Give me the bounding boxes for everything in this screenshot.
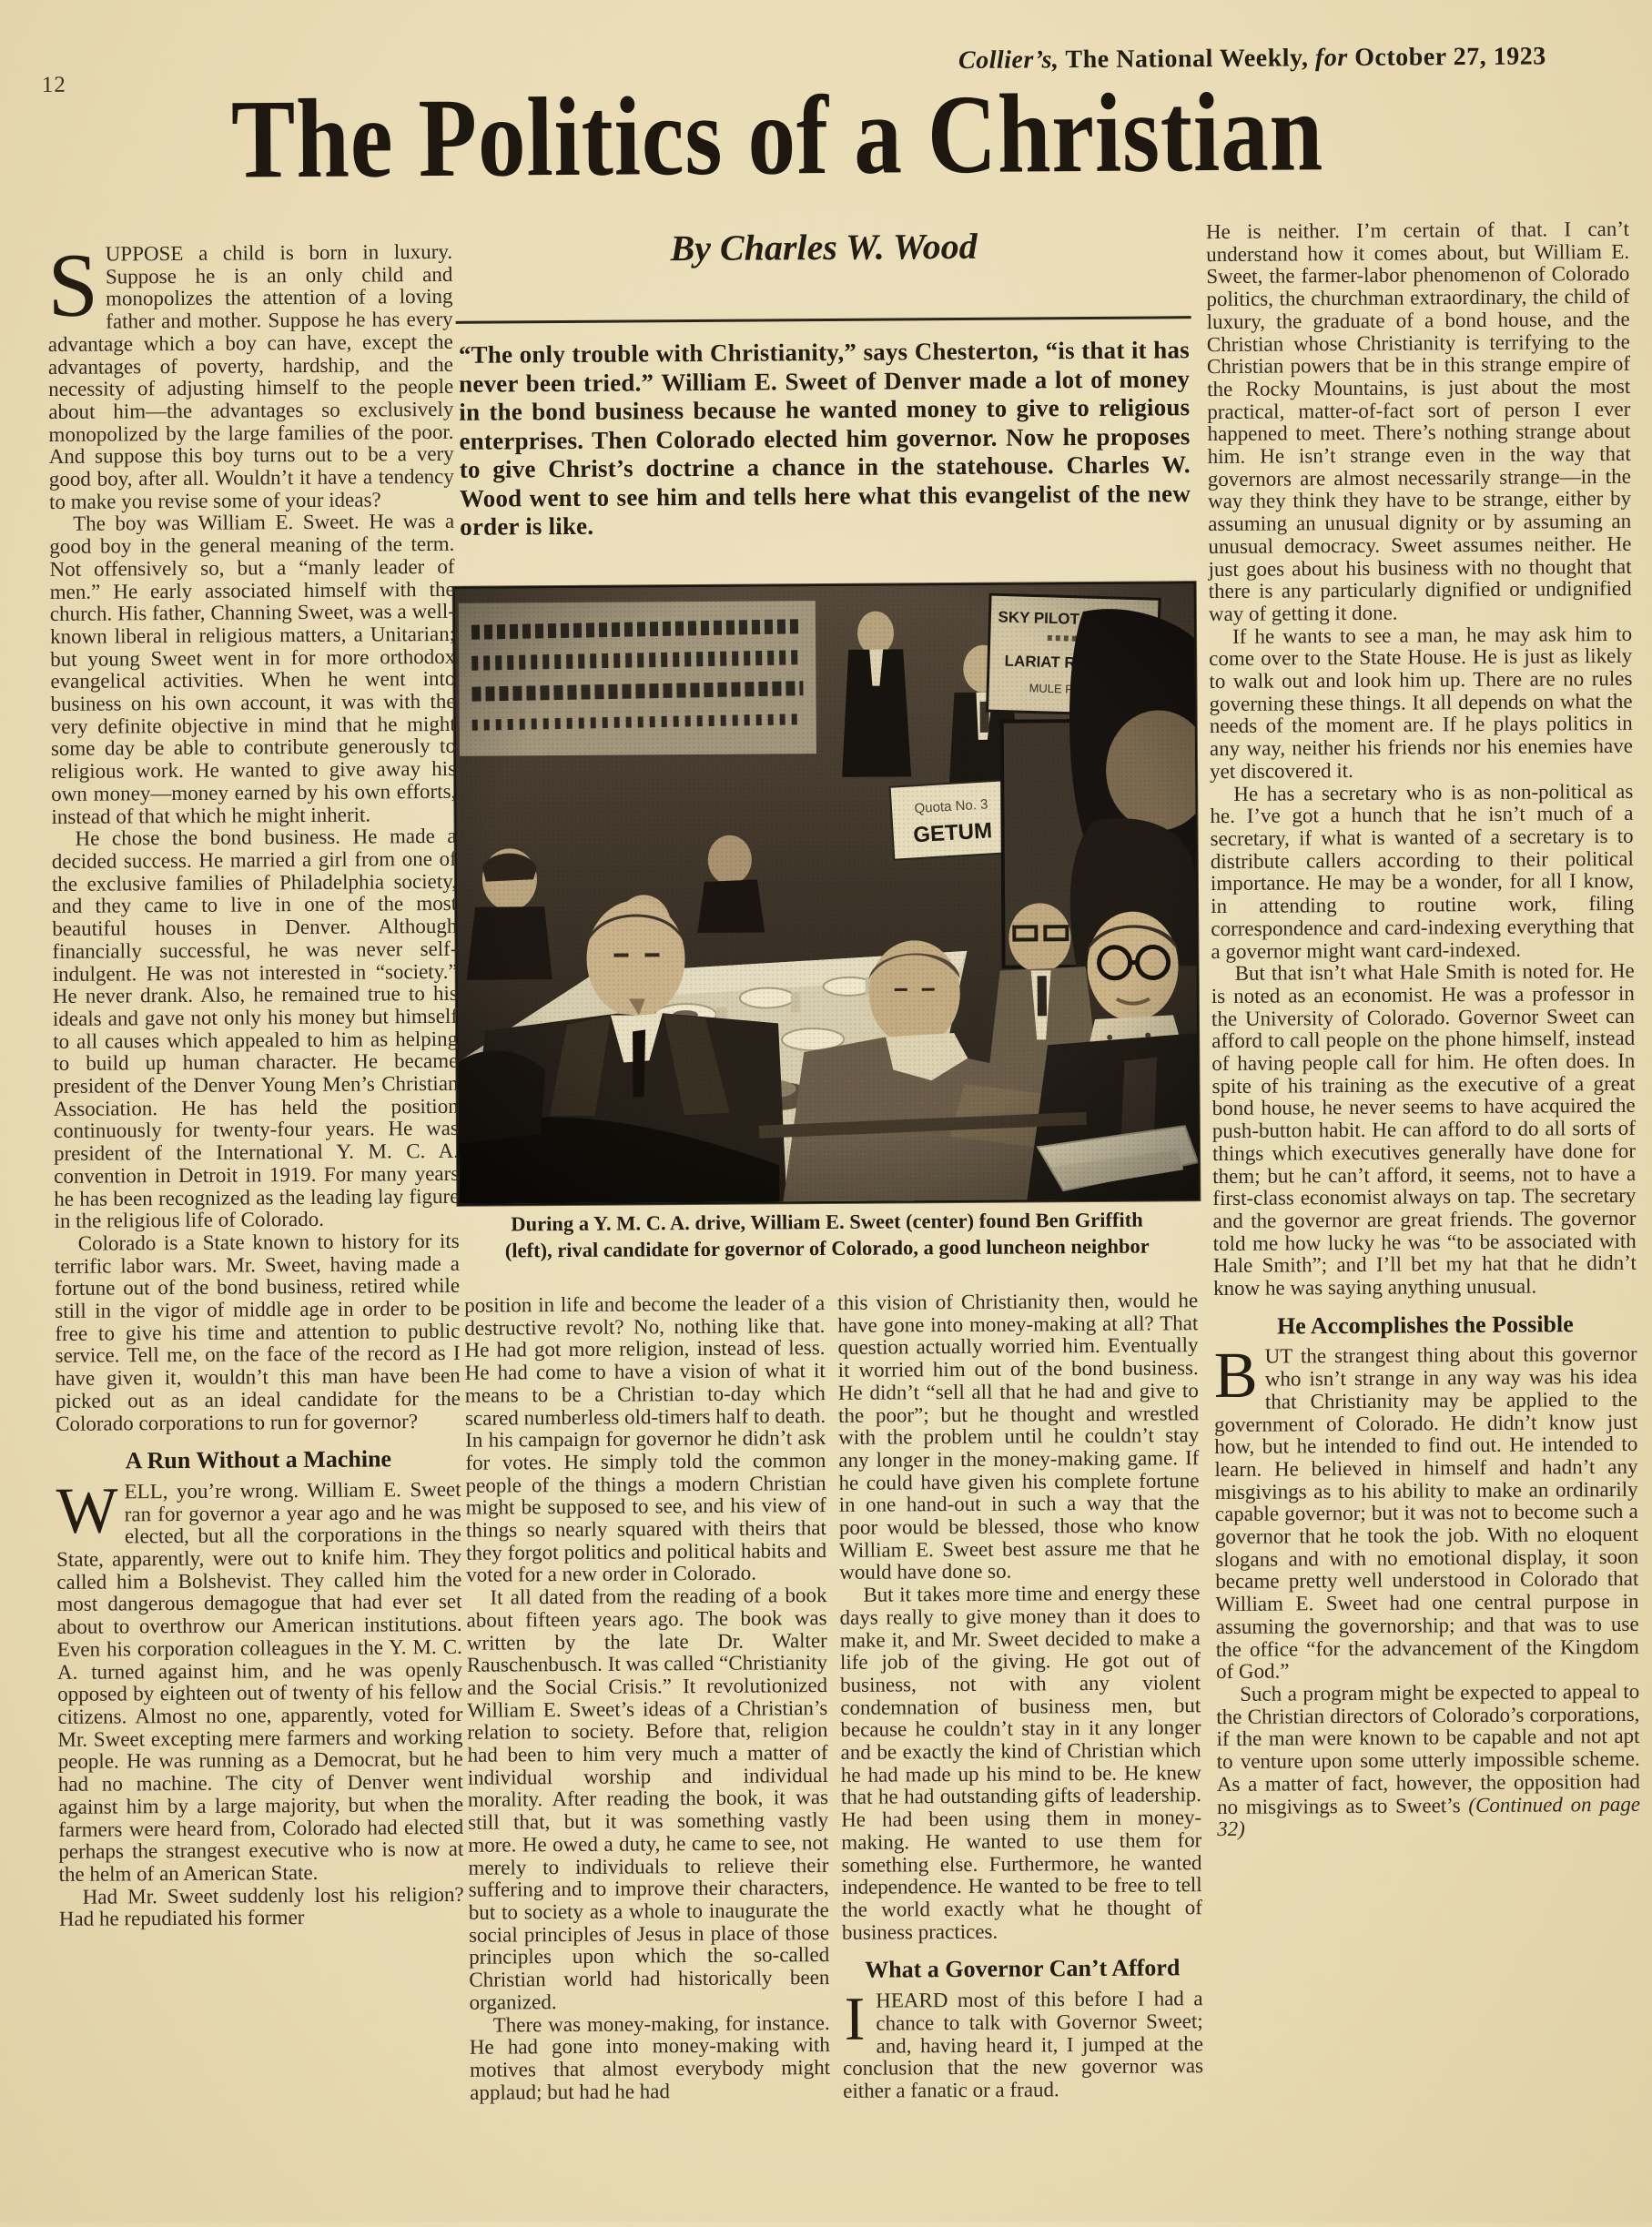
paragraph: He is neither. I’m certain of that. I can’t understand how it comes about, but William E. Sweet, the farmer-labor phenomenon of Colorado politics, the churchman extraordinary, the child of luxury, the graduate of a bond house, and the Christian whose Christianity is terrifying to the Christian powers that be in this strange empire of the Rocky Mountains, is just about the most practical, matter-of-fact sort of person I ever happened to meet. There’s nothing strange about him. He isn’t strange even in the way that governors are almost necessarily strange—in the way they think they have to be strange, either by assuming an unusual dignity or by assuming an unusual democracy. Sweet assumes neither. He just goes about his business with no thought that there is any particularly dignified or undignified way of getting it done. (1206, 218, 1632, 626)
drop-cap: W (56, 1481, 125, 1537)
section-heading: A Run Without a Machine (56, 1448, 461, 1473)
paragraph: this vision of Christianity then, would he have gone into money-making at all? That question actually worried him. Eventually it worried him out of the bond business. He didn’t “sell all that he had and give to the poor”; but he thought and wrestled with the problem until he couldn’t stay any longer in the money-making game. If he could have given his complete fortune in one hand-out in such a way that the poor would be blessed, those who know William E. Sweet best assure me that he would have done so. (837, 1290, 1200, 1584)
column-middle-left (464, 1292, 830, 2104)
paragraph: Such a program might be expected to appeal to the Christian directors of Colorado’s corporations, if the man were known to be capable and not apt to venture upon some utterly impossible scheme. As a matter of fact, however, the opposition had no misgivings as to Sweet’s (Continued on page 32) (1216, 1681, 1640, 1841)
drop-cap: S (47, 244, 106, 321)
article-title-wrap (67, 72, 1488, 200)
paragraph: BUT the strangest thing about this governor who isn’t strange in any way was his idea that Christianity may be applied to the government of Colorado. He didn’t know just how, but he intended to find out. He intended to learn. He believed in himself and hadn’t any misgivings as to his ability to make an ordinarily capable governor; but it was not to become such a governor that he took the job. With no eloquent slogans and with no emotional display, it soon became pretty well understood in Colorado that William E. Sweet had one central purpose in assuming the governorship; and that was to use the office “for the advancement of the Kingdom of God.” (1214, 1343, 1640, 1684)
drop-cap: I (842, 1990, 876, 2044)
column-left (47, 241, 464, 1931)
paragraph: IHEARD most of this before I had a chance to talk with Governor Sweet; and, having heard it, I jumped at the conclusion that the new governor was either a fanatic or a fraud. (842, 1988, 1203, 2102)
paragraph: Colorado is a State known to history for its terrific labor wars. Mr. Sweet, having made a fortune out of the bond business, retired while still in the vigor of middle age in order to be free to give his time and attention to public service. Tell me, on the face of the record as I have given it, wouldn’t this man have been picked out as an ideal candidate for the Colorado corporations to run for governor? (55, 1230, 461, 1435)
luncheon-photograph (453, 582, 1201, 1206)
masthead-date: October 27, 1923 (1348, 42, 1546, 72)
paragraph: WELL, you’re wrong. William E. Sweet ran for governor a year ago and he was elected, but all the corporations in the State, apparently, were out to knife him. They called him a Bolshevist. They called him the most dangerous demagogue that had ever set about to overthrow our American institutions. Even his corporation colleagues in the Y. M. C. A. turned against him, and he was openly opposed by eighteen out of twenty of his fellow citizens. Almost no one, apparently, voted for Mr. Sweet excepting mere farmers and working people. He was running as a Democrat, but he had no machine. The city of Denver went against him by a large majority, but when the farmers were heard from, Colorado had elected perhaps the strangest executive who is now at the helm of an American State. (56, 1479, 464, 1887)
photo-caption-line2: (left), rival candidate for governor of Colorado, a good luncheon neighbor (458, 1232, 1197, 1264)
rule-under-byline (456, 316, 1191, 324)
paragraph: He chose the bond business. He made a decided success. He married a girl from one of the exclusive families of Philadelphia society, and they came to live in one of the most beautiful houses in Denver. Although financially successful, he was never self-indulgent. He was not interested in “society.” He never drank. Also, he remained true to his ideals and gave not only his money but himself to all causes which appealed to him as helping to build up human character. He became president of the Denver Young Men’s Christian Association. He has held the position continuously for twenty-four years. He was president of the International Y. M. C. A. convention in Detroit in 1919. For many years he has been recognized as the leading lay figure in the religious life of Colorado. (52, 825, 460, 1233)
photo-caption (457, 1206, 1196, 1264)
section-heading: He Accomplishes the Possible (1213, 1313, 1637, 1339)
paragraph: If he wants to see a man, he may ask him to come over to the State House. He is just as likely to walk out and look him up. There are no rules governing these things. It all depends on what the needs of the moment are. If he plays politics in any way, neither his friends nor his enemies have yet discovered it. (1209, 623, 1633, 783)
page-number: 12 (42, 73, 66, 98)
paragraph: He has a secretary who is as non-political as he. I’ve got a hunch that he isn’t much of a secretary, if what is wanted of a secretary is to distribute callers according to their political importance. He may be a wonder, for all I know, in attending to routine work, filing correspondence and card-indexing everything that a governor might want card-indexed. (1210, 780, 1634, 963)
luncheon-photo-art (455, 583, 1199, 1204)
paragraph: The boy was William E. Sweet. He was a good boy in the general meaning of the term. Not offensively so, but a “manly leader of men.” He early associated himself with the church. His father, Channing Sweet, was a well-known liberal in religious matters, a Unitarian; but young Sweet went in for more orthodox evangelical activities. When he went into business on his own account, it was with the very definite objective in mind that he might some day be able to contribute generously to religious work. He wanted to give away his own money—money earned by his own efforts, instead of that which he might inherit. (49, 511, 456, 828)
column-right (1206, 218, 1640, 1841)
column-middle-right (837, 1290, 1203, 2102)
article-title: The Politics of a Christian (231, 73, 1324, 199)
masthead-middle: The National Weekly, (1059, 44, 1315, 74)
pull-quote: “The only trouble with Christianity,” says Chesterton, “is that it has never been tried.” William E. Sweet of Denver made a lot of money in the bond business because he wanted money to give to religious enterprises. Then Colorado elected him governor. Now he proposes to give Christ’s doctrine a chance in the statehouse. Charles W. Wood went to see him and tells here what this evangelist of the new order is like. (459, 336, 1191, 542)
paragraph: There was money-making, for instance. He had gone into money-making with motives that almost everybody might applaud; but had he had (470, 2012, 831, 2105)
paragraph: But that isn’t what Hale Smith is noted for. He is noted as an economist. He was a professor in the University of Colorado. Governor Sweet can afford to call people on the phone himself, instead of having people call for him. He often does. In spite of his training as the executive of a great bond house, he never seems to have acquired the push-button habit. He can afford to do all sorts of things which executives generally have done for them; but he can’t afford, it seems, not to have a first-class economist always on tap. The secretary and the governor are great friends. The governor told me how lucky he was “to be associated with Hale Smith”; and I’ll bet my hat that he didn’t know he was saying anything unusual. (1211, 960, 1637, 1301)
paragraph: SUPPOSE a child is born in luxury. Suppose he is an only child and monopolizes the attention of a loving father and mother. Suppose he has every advantage which a boy can have, except the advantages of poverty, hardship, and the necessity of adjusting himself to the people about him—the advantages so exclusively monopolized by the large families of the poor. And suppose this boy turns out to be a very good boy, after all. Wouldn’t it have a tendency to make you revise some of your ideas? (47, 241, 454, 514)
paragraph: Had Mr. Sweet suddenly lost his religion? Had he repudiated his former (59, 1883, 464, 1931)
photo-caption-line1: During a Y. M. C. A. drive, William E. Sweet (center) found Ben Griffith (457, 1206, 1196, 1238)
drop-cap: B (1214, 1346, 1265, 1402)
section-heading: What a Governor Can’t Afford (842, 1958, 1202, 1982)
paragraph: position in life and become the leader of a destructive revolt? No, nothing like that. He had got more religion, instead of less. He had come to have a vision of what it means to be a Christian to-day which scared numberless old-timers half to death. In his campaign for governor he didn’t ask for votes. He simply told the common people of the things a modern Christian might be supposed to see, and his view of things so nearly squared with theirs that they forgot politics and political habits and voted for a new order in Colorado. (464, 1292, 826, 1587)
paragraph: But it takes more time and energy these days really to give money than it does to make it, and Mr. Sweet decided to make a life job of the giving. He got out of business, not with any violent condemnation of business men, but because he couldn’t stay in it any longer and be exactly the kind of Christian which he had made up his mind to be. He knew that he had outstanding gifts of leadership. He had been using them in money-making. He wanted to use them for something else. Furthermore, he wanted independence. He wanted to be free to tell the world exactly what he thought of business practices. (839, 1582, 1202, 1944)
masthead-for: for (1315, 44, 1348, 72)
byline: By Charles W. Wood (455, 223, 1192, 271)
paragraph: It all dated from the reading of a book about fifteen years ago. The book was written by the late Dr. Walter Rauschenbusch. It was called “Christianity and the Social Crisis.” It revolutionized William E. Sweet’s ideas of a Christian’s relation to society. Before that, religion had been to him very much a matter of individual worship and individual morality. After reading the book, it was still that, but it was something vastly more. He owed a duty, he came to see, not merely to individuals to relieve their suffering and to improve their characters, but to society as a whole to inaugurate the social principles of Jesus in place of those principles upon which the so-called Christian world had historically been organized. (466, 1584, 829, 2014)
masthead-magazine: Collier’s, (958, 46, 1059, 75)
continued-notice: (Continued on page 32) (1217, 1792, 1640, 1840)
